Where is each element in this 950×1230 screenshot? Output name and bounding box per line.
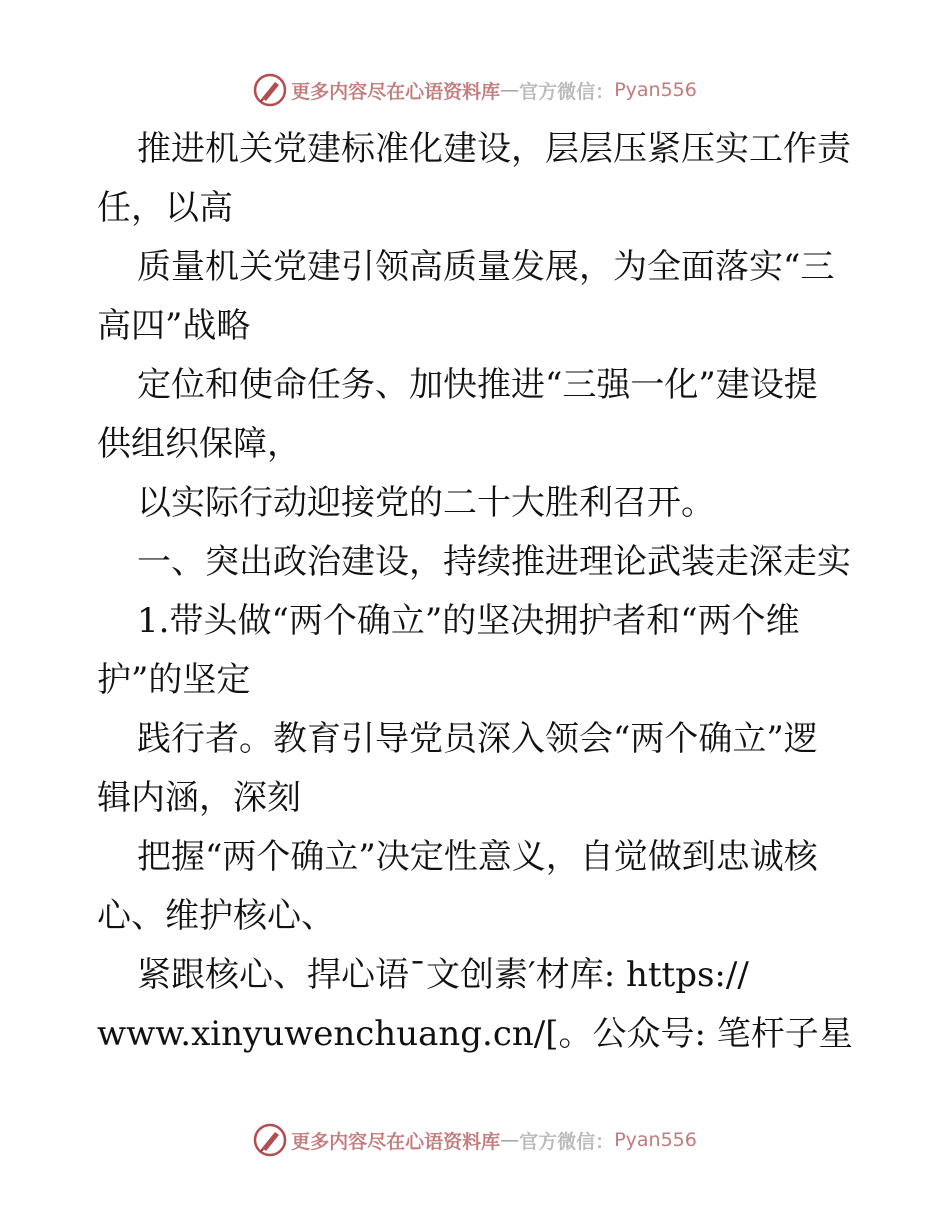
- document-body: [97, 120, 853, 1064]
- document-line: 一、突出政治建设，持续推进理论武装走深走实: [137, 542, 851, 582]
- watermark-separator: —: [500, 79, 520, 101]
- watermark-separator: —: [500, 1129, 520, 1151]
- document-line: 心、维护核心、: [97, 896, 335, 936]
- document-line: 任，以高: [97, 188, 233, 228]
- watermark-wechat-id: Pyan556: [614, 79, 697, 101]
- watermark-wechat-id: Pyan556: [614, 1129, 697, 1151]
- document-line: 1.带头做“两个确立”的坚决拥护者和“两个维: [137, 601, 800, 641]
- pen-logo-icon: [253, 1123, 287, 1157]
- header-watermark: [0, 70, 950, 110]
- watermark-brand-text: 更多内容尽在心语资料库: [291, 80, 501, 103]
- document-line: 供组织保障，: [97, 424, 301, 464]
- footer-watermark: [0, 1120, 950, 1160]
- document-line: 辑内涵，深刻: [97, 778, 301, 818]
- document-line: 践行者。教育引导党员深入领会“两个确立”逻: [137, 719, 818, 759]
- watermark-wechat-label: 官方微信：: [519, 1130, 615, 1153]
- watermark-wechat-label: 官方微信：: [519, 80, 615, 103]
- document-line: 把握“两个确立”决定性意义，自觉做到忠诚核: [137, 837, 818, 877]
- document-line: 护”的坚定: [97, 660, 251, 700]
- watermark-brand-text: 更多内容尽在心语资料库: [291, 1130, 501, 1153]
- document-line: 推进机关党建标准化建设，层层压紧压实工作责: [137, 129, 851, 169]
- document-line: 高四”战略: [97, 306, 251, 346]
- document-line: 定位和使命任务、加快推进“三强一化”建设提: [137, 365, 818, 405]
- document-line: 质量机关党建引领高质量发展，为全面落实“三: [137, 247, 835, 287]
- document-line: 紧跟核心、捍心语¯文创素′材库: https://: [137, 955, 749, 995]
- document-line: www.xinyuwenchuang.cn/[。公众号: 笔杆子星: [97, 1014, 853, 1054]
- pen-logo-icon: [253, 73, 287, 107]
- document-line: 以实际行动迎接党的二十大胜利召开。: [137, 483, 715, 523]
